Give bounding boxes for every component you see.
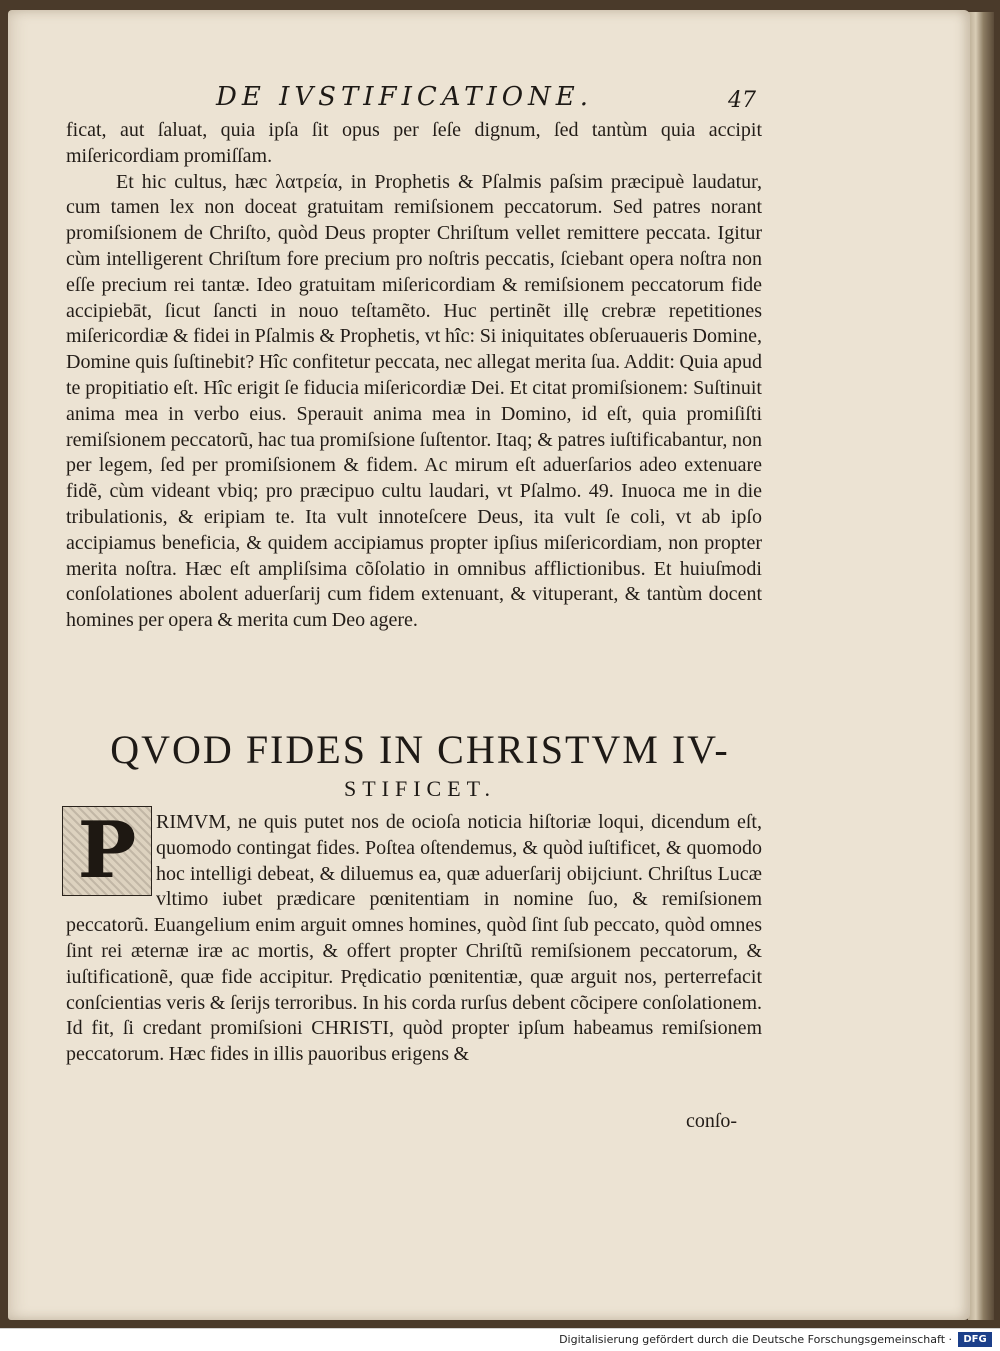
dfg-logo: DFG [958, 1332, 992, 1347]
section-heading [70, 728, 770, 804]
running-head: DE IVSTIFICATIONE. [216, 82, 594, 112]
section-heading-line-2: STIFICET. [344, 776, 496, 801]
catchword: conſo- [686, 1110, 738, 1132]
section-body-text [66, 805, 762, 1068]
paragraph-2: Et hic cultus, hæc λατρεία, in Prophetis & Pſalmis paſsim præcipuè laudatur, cum tamen lex non doceat gratuitam remiſsionem peccatorum. Sed patres norant promiſsionem de Chriſto, quòd Deus propter Chriſtum vellet remittere peccata. Igitur cùm intelligerent Chriſtum fore precium pro noſtris peccatis, ſciebant opera noſtra non eſſe precium rei tantæ. Ideo gratuitam miſericordiam & remiſsionem peccatorum fide accipiebāt, ſicut ſancti in nouo teſtamẽto. Huc pertinẽt illę crebræ repetitiones miſericordiæ & fidei in Pſalmis & Prophetis, vt hîc: Si iniquitates obſeruaueris Domine, Domine quis ſuſtinebit? Hîc confitetur peccata, nec allegat merita ſua. Addit: Quia apud te propitiatio eſt. Hîc erigit ſe fiducia miſericordiæ Dei. Et citat promiſsionem: Suſtinuit anima mea in verbo eius. Sperauit anima mea in Domino, id eſt, quia promiſiſti remiſsionem peccatorũ, hac tua promiſsione ſuſtentor. Itaq; & patres iuſtificabantur, non per legem, ſed per promiſsionem & fidem. Ac mirum eſt aduerſarios adeo extenuare fidẽ, cùm videant vbiq; pro præcipuo cultu laudari, vt Pſalmo. 49. Inuoca me in die tribulationis, & eripiam te. Ita vult innoteſcere Deus, ita vult ſe coli, vt ab ipſo accipiamus beneficia, & quidem accipiamus propter ipſius miſericordiam, non propter merita noſtra. Hæc eſt ampliſsima cõſolatio in omnibus afflictionibus. Et huiuſmodi conſolationes abolent aduerſarij cum fidem extenuant, & vituperant, & tantùm docent homines per opera & merita cum Deo agere. [66, 170, 762, 632]
page-number: 47 [728, 88, 756, 113]
paragraph-1: ficat, aut ſaluat, quia ipſa ſit opus per ſeſe dignum, ſed tantùm quia accipit miſericordiam promiſſam. [66, 119, 762, 167]
footer-credit: Digitalisierung gefördert durch die Deutsche Forschungsgemeinschaft · [559, 1333, 952, 1346]
footer-bar [0, 1328, 1000, 1351]
page-edge [968, 12, 994, 1320]
body-text [66, 118, 762, 634]
decorated-initial [62, 806, 152, 896]
section-heading-line-1: QVOD FIDES IN CHRISTVM IV- [110, 727, 730, 772]
initial-letter: P [77, 805, 137, 896]
paragraph-3: RIMVM, ne quis putet nos de ocioſa noticia hiſtoriæ loqui, dicendum eſt, quomodo contingat fides. Poſtea oſtendemus, & quòd iuſtificet, & quomodo hoc intelligi debeat, & diluemus ea, quæ aduerſarij obijciunt. Chriſtus Lucæ vltimo iubet prædicare pœnitentiam in nomine ſuo, & remiſsionem peccatorũ. Euangelium enim arguit omnes homines, quòd ſint ſub peccato, quòd omnes ſint rei æternæ iræ ac mortis, & offert propter Chriſtũ remiſsionem peccatorum, & iuſtificationẽ, quæ fide accipitur. Prędicatio pœnitentiæ, quæ arguit nos, perterrefacit conſcientias veris & ſerijs terroribus. In his corda rurſus debent cõcipere conſolationem. Id fit, ſi credant promiſsioni CHRISTI, quòd propter ipſum habeamus remiſsionem peccatorum. Hæc fides in illis pauoribus erigens & [66, 811, 762, 1066]
